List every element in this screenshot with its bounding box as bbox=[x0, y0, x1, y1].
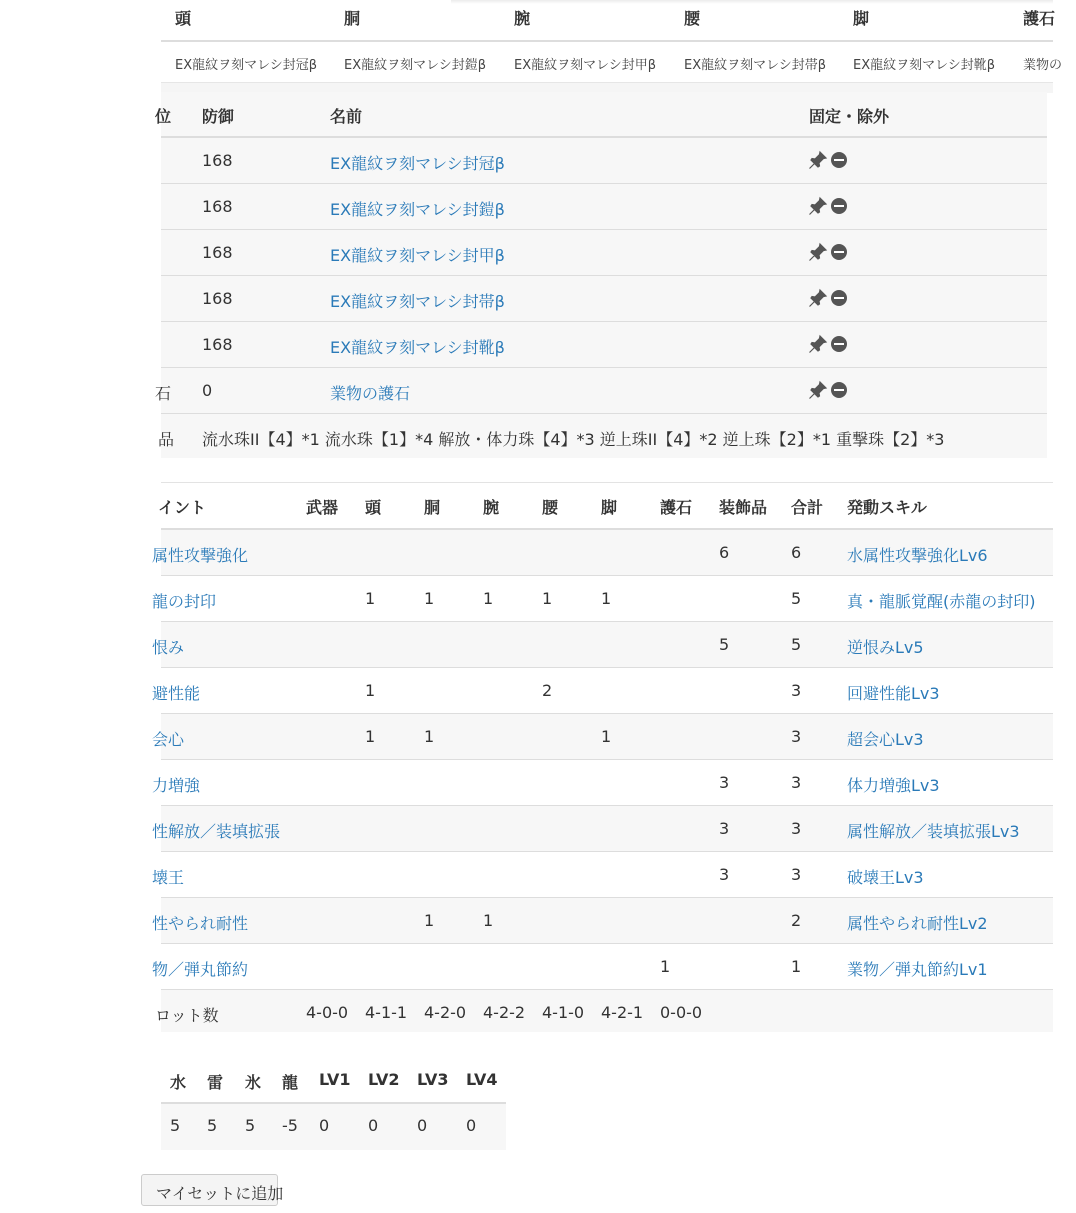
skill-leg: 1 bbox=[601, 727, 612, 746]
skill-name-link[interactable]: 会心 bbox=[152, 730, 185, 749]
equipment-defense: 168 bbox=[202, 289, 233, 308]
skills-col-body: 胴 bbox=[424, 498, 441, 517]
equipment-actions bbox=[809, 151, 855, 171]
active-skill-link[interactable]: 水属性攻撃強化Lv6 bbox=[847, 546, 988, 565]
resist-col-lv3: LV3 bbox=[417, 1070, 449, 1089]
active-skill-link[interactable]: 超会心Lv3 bbox=[847, 730, 924, 749]
parts-col-leg: 脚 bbox=[853, 9, 870, 28]
skills-row bbox=[152, 622, 1053, 668]
active-skill-link[interactable]: 逆恨みLv5 bbox=[847, 638, 924, 657]
skills-table bbox=[152, 482, 1053, 1035]
equipment-row-body bbox=[161, 184, 1047, 230]
active-skill-link[interactable]: 体力増強Lv3 bbox=[847, 776, 940, 795]
skills-col-charm: 護石 bbox=[660, 498, 693, 517]
skills-col-total: 合計 bbox=[791, 498, 824, 517]
equipment-defense: 168 bbox=[202, 335, 233, 354]
skill-deco: 5 bbox=[719, 635, 730, 654]
active-skill-link[interactable]: 業物／弾丸節約Lv1 bbox=[847, 960, 988, 979]
skill-total: 6 bbox=[791, 543, 802, 562]
resist-lv3: 0 bbox=[417, 1116, 428, 1135]
equipment-actions bbox=[809, 335, 855, 355]
resist-lv2: 0 bbox=[368, 1116, 379, 1135]
equipment-row-waist bbox=[161, 276, 1047, 322]
skill-total: 5 bbox=[791, 589, 802, 608]
skill-name-link[interactable]: 避性能 bbox=[152, 684, 201, 703]
parts-col-arm: 腕 bbox=[514, 9, 531, 28]
resist-col-ice: 氷 bbox=[245, 1073, 262, 1092]
resist-dragon: -5 bbox=[282, 1116, 298, 1135]
skill-deco: 3 bbox=[719, 773, 730, 792]
equipment-row-charm bbox=[155, 368, 1047, 414]
resist-col-lv4: LV4 bbox=[466, 1070, 498, 1089]
equipment-defense: 168 bbox=[202, 243, 233, 262]
skills-col-deco: 装飾品 bbox=[719, 498, 768, 517]
resist-water: 5 bbox=[170, 1116, 181, 1135]
skill-deco: 3 bbox=[719, 865, 730, 884]
result-panel bbox=[152, 0, 1063, 1213]
skills-col-head: 頭 bbox=[365, 498, 382, 517]
active-skill-link[interactable]: 属性やられ耐性Lv2 bbox=[847, 914, 988, 933]
skill-name-link[interactable]: 属性攻撃強化 bbox=[152, 546, 249, 565]
slots-body: 4-2-0 bbox=[424, 1003, 467, 1022]
resist-thunder: 5 bbox=[207, 1116, 218, 1135]
skill-arm: 1 bbox=[483, 589, 494, 608]
parts-header-table bbox=[161, 0, 1063, 83]
decorations-label: 品 bbox=[158, 430, 175, 449]
minus-circle-icon[interactable] bbox=[831, 382, 847, 398]
parts-col-head: 頭 bbox=[175, 9, 192, 28]
slots-leg: 4-2-1 bbox=[601, 1003, 644, 1022]
resist-col-lv2: LV2 bbox=[368, 1070, 400, 1089]
skills-col-skill: イント bbox=[158, 498, 207, 517]
equipment-col-name: 名前 bbox=[330, 107, 363, 126]
skill-total: 1 bbox=[791, 957, 802, 976]
equipment-name-link[interactable]: 業物の護石 bbox=[330, 384, 411, 403]
skill-deco: 3 bbox=[719, 819, 730, 838]
slots-charm: 0-0-0 bbox=[660, 1003, 703, 1022]
skill-name-link[interactable]: 物／弾丸節約 bbox=[152, 960, 249, 979]
parts-item-waist: EX龍紋ヲ刻マレシ封帯β bbox=[684, 58, 827, 73]
skill-deco: 6 bbox=[719, 543, 730, 562]
skill-name-link[interactable]: 性やられ耐性 bbox=[152, 914, 249, 933]
resist-lv4: 0 bbox=[466, 1116, 477, 1135]
equipment-name-link[interactable]: EX龍紋ヲ刻マレシ封鎧β bbox=[330, 200, 505, 219]
active-skill-link[interactable]: 破壊王Lv3 bbox=[847, 868, 924, 887]
pin-icon[interactable] bbox=[809, 197, 827, 215]
pin-icon[interactable] bbox=[809, 289, 827, 307]
skill-total: 3 bbox=[791, 727, 802, 746]
resist-lv1: 0 bbox=[319, 1116, 330, 1135]
equipment-defense: 168 bbox=[202, 151, 233, 170]
skill-body: 1 bbox=[424, 589, 435, 608]
pin-icon[interactable] bbox=[809, 243, 827, 261]
skill-waist: 2 bbox=[542, 681, 553, 700]
equipment-name-link[interactable]: EX龍紋ヲ刻マレシ封甲β bbox=[330, 246, 505, 265]
equipment-row-arm bbox=[161, 230, 1047, 276]
add-to-myset-button[interactable] bbox=[141, 1174, 284, 1206]
skills-col-leg: 脚 bbox=[601, 498, 618, 517]
minus-circle-icon[interactable] bbox=[831, 290, 847, 306]
parts-item-body: EX龍紋ヲ刻マレシ封鎧β bbox=[344, 58, 487, 73]
skill-name-link[interactable]: 恨み bbox=[152, 638, 185, 657]
slots-head: 4-1-1 bbox=[365, 1003, 408, 1022]
add-to-myset-label: マイセットに追加 bbox=[156, 1184, 284, 1203]
parts-item-charm: 業物の bbox=[1023, 58, 1063, 73]
skill-arm: 1 bbox=[483, 911, 494, 930]
skills-row bbox=[152, 576, 1053, 622]
skills-slots-row bbox=[155, 990, 1053, 1035]
decorations-value: 流水珠II【4】*1 流水珠【1】*4 解放・体力珠【4】*3 逆上珠II【4】*2 逆上珠【2】*1 重撃珠【2】*3 bbox=[202, 430, 945, 449]
minus-circle-icon[interactable] bbox=[831, 336, 847, 352]
skill-total: 3 bbox=[791, 773, 802, 792]
skills-row bbox=[152, 806, 1053, 852]
skill-name-link[interactable]: 性解放／装填拡張 bbox=[152, 822, 281, 841]
resist-col-water: 水 bbox=[170, 1073, 187, 1092]
pin-icon[interactable] bbox=[809, 381, 827, 399]
pin-icon[interactable] bbox=[809, 151, 827, 169]
skills-col-arm: 腕 bbox=[483, 498, 500, 517]
equipment-table bbox=[155, 92, 1047, 459]
equipment-actions bbox=[809, 289, 855, 309]
resist-col-lv1: LV1 bbox=[319, 1070, 351, 1089]
parts-col-waist: 腰 bbox=[684, 9, 701, 28]
equipment-name-link[interactable]: EX龍紋ヲ刻マレシ封靴β bbox=[330, 338, 505, 357]
resist-ice: 5 bbox=[245, 1116, 256, 1135]
skill-body: 1 bbox=[424, 911, 435, 930]
skill-charm: 1 bbox=[660, 957, 671, 976]
parts-item-row bbox=[161, 42, 1063, 83]
skill-head: 1 bbox=[365, 681, 376, 700]
skills-row bbox=[152, 714, 1053, 760]
skills-row bbox=[152, 760, 1053, 806]
skill-name-link[interactable]: 力増強 bbox=[152, 776, 201, 795]
equipment-actions bbox=[809, 197, 855, 217]
equipment-actions bbox=[809, 243, 855, 263]
skills-col-waist: 腰 bbox=[542, 498, 559, 517]
resistance-header-row bbox=[161, 1058, 506, 1104]
equipment-name-link[interactable]: EX龍紋ヲ刻マレシ封冠β bbox=[330, 154, 505, 173]
active-skill-link[interactable]: 真・龍脈覚醒(赤龍の封印) bbox=[847, 592, 1036, 611]
skill-waist: 1 bbox=[542, 589, 553, 608]
equipment-defense: 0 bbox=[202, 381, 213, 400]
skills-row bbox=[152, 898, 1053, 944]
equipment-actions bbox=[809, 381, 855, 401]
separator bbox=[161, 458, 1053, 482]
equipment-header-row bbox=[155, 92, 1047, 138]
equipment-row-decorations bbox=[158, 414, 1047, 459]
equipment-defense: 168 bbox=[202, 197, 233, 216]
slots-waist: 4-1-0 bbox=[542, 1003, 585, 1022]
parts-item-head: EX龍紋ヲ刻マレシ封冠β bbox=[175, 58, 318, 73]
skill-total: 3 bbox=[791, 681, 802, 700]
skills-col-active: 発動スキル bbox=[847, 498, 927, 517]
slots-label: ロット数 bbox=[155, 1006, 219, 1025]
equipment-col-part: 位 bbox=[155, 107, 172, 126]
minus-circle-icon[interactable] bbox=[831, 244, 847, 260]
skills-row bbox=[152, 668, 1053, 714]
pin-icon[interactable] bbox=[809, 335, 827, 353]
equipment-col-defense: 防御 bbox=[202, 107, 235, 126]
skill-name-link[interactable]: 壊王 bbox=[152, 868, 185, 887]
skill-name-link[interactable]: 龍の封印 bbox=[152, 592, 217, 611]
active-skill-link[interactable]: 属性解放／装填拡張Lv3 bbox=[847, 822, 1020, 841]
resist-col-dragon: 龍 bbox=[282, 1073, 299, 1092]
skills-header-row bbox=[158, 482, 1053, 530]
skill-total: 5 bbox=[791, 635, 802, 654]
skill-total: 3 bbox=[791, 865, 802, 884]
skills-row bbox=[152, 852, 1053, 898]
equipment-name-link[interactable]: EX龍紋ヲ刻マレシ封帯β bbox=[330, 292, 505, 311]
parts-item-arm: EX龍紋ヲ刻マレシ封甲β bbox=[514, 58, 657, 73]
skill-head: 1 bbox=[365, 727, 376, 746]
skills-col-weapon: 武器 bbox=[306, 498, 339, 517]
minus-circle-icon[interactable] bbox=[831, 198, 847, 214]
skill-total: 3 bbox=[791, 819, 802, 838]
skill-body: 1 bbox=[424, 727, 435, 746]
equipment-row-leg bbox=[161, 322, 1047, 368]
equipment-col-fixed-exclude: 固定・除外 bbox=[809, 107, 890, 126]
parts-item-leg: EX龍紋ヲ刻マレシ封靴β bbox=[853, 58, 996, 73]
skills-row bbox=[152, 530, 1053, 576]
skill-leg: 1 bbox=[601, 589, 612, 608]
equipment-part: 石 bbox=[155, 384, 172, 403]
separator bbox=[161, 1032, 1053, 1056]
slots-weapon: 4-0-0 bbox=[306, 1003, 349, 1022]
parts-col-body: 胴 bbox=[344, 9, 361, 28]
active-skill-link[interactable]: 回避性能Lv3 bbox=[847, 684, 940, 703]
skill-head: 1 bbox=[365, 589, 376, 608]
minus-circle-icon[interactable] bbox=[831, 152, 847, 168]
skills-row bbox=[152, 944, 1053, 990]
parts-col-charm: 護石 bbox=[1023, 9, 1056, 28]
skill-total: 2 bbox=[791, 911, 802, 930]
resistance-values-row bbox=[161, 1104, 506, 1150]
resistance-table bbox=[161, 1058, 506, 1150]
parts-header-row bbox=[161, 0, 1056, 42]
equipment-row-head bbox=[161, 138, 1047, 184]
slots-arm: 4-2-2 bbox=[483, 1003, 526, 1022]
resist-col-thunder: 雷 bbox=[207, 1073, 224, 1092]
